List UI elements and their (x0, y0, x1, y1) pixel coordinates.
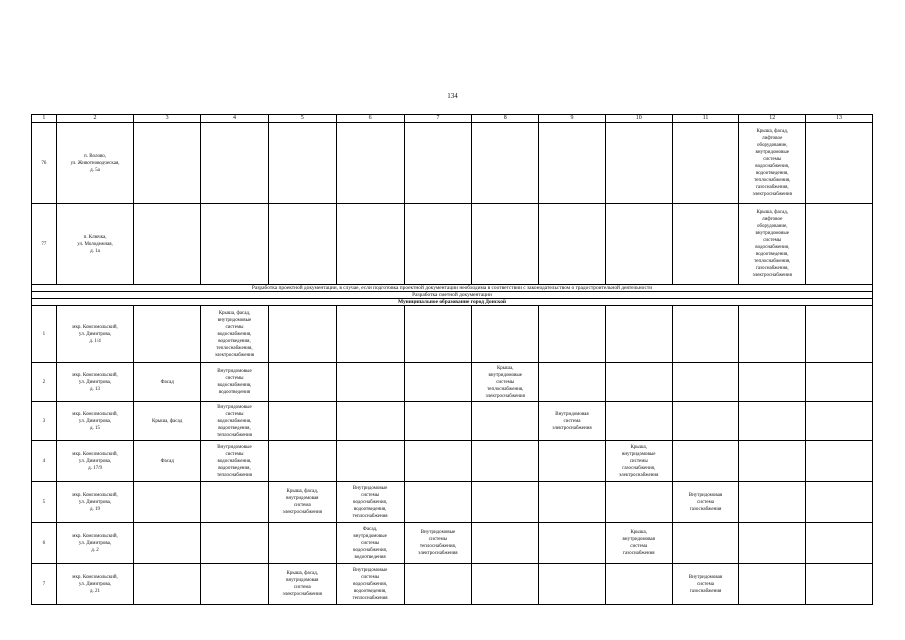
table-row (32, 363, 873, 402)
work-cell (134, 564, 201, 605)
table-row (32, 482, 873, 523)
work-cell (336, 363, 404, 402)
work-cell (336, 441, 404, 482)
work-cell-line: водоснабжения, (353, 581, 388, 587)
column-header: 12 (739, 115, 806, 123)
work-cell-line: электроснабжения (282, 592, 322, 597)
work-cell-line: внутридомовые (621, 451, 656, 457)
work-cell (404, 204, 472, 285)
row-number: 3 (32, 402, 57, 441)
work-cell (539, 441, 606, 482)
work-cell (806, 123, 873, 204)
work-cell (739, 441, 806, 482)
work-cell (336, 204, 404, 285)
work-cell (201, 123, 269, 204)
work-cell-line: водоотведения, (353, 506, 387, 512)
work-cell-line: электроснабжения (619, 472, 659, 478)
row-number: 5 (32, 482, 57, 523)
work-cell-line: водоснабжения, (217, 383, 252, 388)
work-cell (739, 564, 806, 605)
work-cell (539, 306, 606, 363)
work-cell-line: лифтовое (762, 217, 783, 222)
work-cell-line: газоснабжения, (755, 266, 789, 271)
table-row (32, 441, 873, 482)
address-cell (56, 482, 134, 523)
work-cell-line: водоотведения, (218, 338, 251, 344)
work-cell (404, 482, 472, 523)
row-number: 2 (32, 363, 57, 402)
address-cell-line: д. 5а (90, 167, 100, 173)
section-project-docs-row (32, 285, 873, 292)
work-cell (605, 523, 672, 564)
address-cell-line: ул. Димитрова, (78, 379, 112, 385)
work-cell-line: газоснабжения (622, 551, 655, 556)
work-cell-line: теплоснабжения (216, 472, 252, 478)
work-cell-line: электроснабжения (752, 192, 792, 197)
address-cell (56, 363, 134, 402)
row-number: 77 (32, 204, 57, 285)
address-cell-line: д. 21 (90, 588, 101, 594)
work-cell (201, 363, 269, 402)
work-cell (605, 441, 672, 482)
work-cell-line: электроснабжения (552, 425, 592, 431)
work-cell (672, 363, 739, 402)
row-number: 6 (32, 523, 57, 564)
work-cell-line: система (697, 499, 714, 505)
work-cell-line: Крыша, фасад, (218, 310, 251, 316)
work-cell-line: Крыша, фасад, (286, 489, 319, 494)
work-cell (539, 523, 606, 564)
work-cell (605, 363, 672, 402)
work-cell-line: газоснабжения (689, 588, 722, 594)
address-cell (56, 204, 134, 285)
address-cell (56, 564, 134, 605)
section-municipality-row (32, 299, 873, 306)
work-cell (134, 204, 201, 285)
work-cell-line: теплоснабжения (216, 432, 252, 438)
column-header: 1 (32, 115, 57, 123)
address-cell-line: ул. Димитрова, (78, 418, 112, 424)
work-cell-line: Внутридомовая (688, 574, 723, 580)
work-cell (472, 363, 539, 402)
work-cell-line: системы (361, 540, 380, 546)
work-cell-line: теплоснабжения, (419, 544, 457, 549)
work-cell (268, 402, 336, 441)
work-cell-line: внутридомовые (217, 317, 252, 323)
work-cell (672, 482, 739, 523)
address-cell-line: ул. Димитрова, (78, 540, 112, 546)
work-cell (268, 204, 336, 285)
address-cell-line: д. 2 (91, 547, 99, 553)
repair-schedule-table (31, 114, 873, 605)
work-cell (201, 402, 269, 441)
work-cell-line: Крыша, фасад, (286, 571, 319, 576)
work-cell (605, 564, 672, 605)
work-cell (404, 123, 472, 204)
work-cell (336, 306, 404, 363)
address-cell-line: мкр. Комсомольский, (72, 324, 118, 330)
work-cell (806, 204, 873, 285)
work-cell-line: газоснабжения (689, 506, 722, 512)
address-cell-line: д. 1/4 (89, 338, 101, 344)
work-cell: Крыша, фасад (134, 402, 201, 441)
work-cell-line: система (293, 585, 311, 590)
address-cell (56, 523, 134, 564)
work-cell (806, 363, 873, 402)
work-cell (672, 123, 739, 204)
work-cell (268, 523, 336, 564)
work-cell (472, 441, 539, 482)
work-cell (806, 402, 873, 441)
work-cell-line: электроснабжения (752, 273, 792, 278)
work-cell (472, 482, 539, 523)
work-cell-line: система (697, 581, 714, 587)
work-cell-line: водоснабжения, (217, 458, 252, 464)
work-cell (539, 363, 606, 402)
work-cell-line: теплоснабжения, (487, 386, 524, 392)
work-cell-line: системы (428, 537, 447, 542)
table-row (32, 204, 873, 285)
work-cell: Фасад (134, 363, 201, 402)
work-cell (268, 123, 336, 204)
work-cell (739, 363, 806, 402)
work-cell-line: Внутридомовые (352, 567, 388, 573)
work-cell (806, 482, 873, 523)
work-cell-line: Внутридомовые (217, 369, 252, 374)
address-cell-line: ул. Димитрова, (78, 499, 112, 505)
work-cell (739, 123, 806, 204)
work-cell-line: Крыша, (496, 365, 514, 371)
column-header: 3 (134, 115, 201, 123)
work-cell (201, 306, 269, 363)
work-cell-line: водоотведения (218, 390, 251, 395)
work-cell-line: электроснабжения (282, 510, 322, 515)
work-cell-line: Внутридомовые (217, 444, 252, 450)
work-cell (739, 402, 806, 441)
work-cell-line: газоснабжения, (622, 465, 656, 471)
work-cell (806, 564, 873, 605)
work-cell (201, 204, 269, 285)
page-number: 134 (447, 92, 458, 100)
work-cell-line: системы (225, 451, 244, 457)
address-cell-line: ул. Димитрова, (78, 458, 112, 464)
work-cell (806, 523, 873, 564)
work-cell-line: теплоснабжения (352, 513, 388, 519)
work-cell (201, 441, 269, 482)
work-cell (472, 204, 539, 285)
work-cell (806, 306, 873, 363)
work-cell-line: внутридомовая (286, 578, 319, 583)
work-cell (539, 123, 606, 204)
work-cell (672, 204, 739, 285)
work-cell (336, 564, 404, 605)
column-header: 6 (336, 115, 404, 123)
column-header: 10 (605, 115, 672, 123)
address-cell (56, 402, 134, 441)
work-cell-line: электроснабжения (418, 551, 458, 556)
work-cell-line: водоснабжения, (353, 547, 388, 553)
work-cell (472, 123, 539, 204)
work-cell-line: Крыша, (630, 530, 647, 535)
address-cell-line: мкр. Комсомольский, (72, 533, 118, 539)
work-cell-line: системы (496, 379, 515, 385)
column-header: 13 (806, 115, 873, 123)
address-cell (56, 441, 134, 482)
work-cell (605, 306, 672, 363)
work-cell-line: водоотведения, (218, 465, 251, 471)
work-cell-line: электроснабжения (485, 393, 525, 399)
address-cell-line: д. 17/9 (88, 465, 102, 471)
address-cell-line: ул. Димитрова, (78, 581, 112, 587)
work-cell (472, 564, 539, 605)
address-cell (56, 306, 134, 363)
work-cell (672, 402, 739, 441)
work-cell: Фасад (134, 441, 201, 482)
section-municipality: Муниципальное образование город Донской (32, 299, 873, 306)
work-cell (739, 306, 806, 363)
work-cell (336, 523, 404, 564)
work-cell-line: внутридомовые (755, 150, 789, 155)
work-cell-line: водоотведения (354, 554, 386, 560)
work-cell-line: оборудование, (756, 224, 788, 229)
row-number: 1 (32, 306, 57, 363)
address-cell-line: д. 15 (90, 425, 101, 431)
work-cell-line: Внутридомовая (555, 411, 589, 417)
work-cell-line: водоотведения, (218, 425, 251, 431)
work-cell (739, 204, 806, 285)
address-cell-line: д. 19 (90, 506, 101, 512)
work-cell (268, 482, 336, 523)
work-cell-line: Фасад, (362, 526, 378, 532)
work-cell-line: водоснабжения, (217, 418, 252, 424)
column-header-row (32, 115, 873, 123)
work-cell-line: Внутридомовые (352, 485, 388, 491)
row-number: 7 (32, 564, 57, 605)
work-cell-line: Крыша, (630, 444, 647, 450)
work-cell (539, 402, 606, 441)
work-cell (404, 523, 472, 564)
work-cell-line: водоотведения, (353, 588, 387, 594)
work-cell (201, 482, 269, 523)
work-cell (539, 564, 606, 605)
work-cell-line: внутридомовые (755, 231, 789, 236)
work-cell-line: внутридомовые (488, 372, 522, 378)
work-cell (404, 306, 472, 363)
address-cell-line: мкр. Комсомольский, (72, 492, 118, 498)
work-cell-line: системы (225, 411, 244, 417)
work-cell (201, 564, 269, 605)
address-cell-line: п. Ключка, (83, 234, 107, 240)
work-cell-line: системы (763, 157, 782, 162)
work-cell-line: водоснабжения, (353, 499, 388, 505)
work-cell (672, 441, 739, 482)
address-cell-line: ул. Димитрова, (78, 331, 112, 337)
work-cell-line: электроснабжения (214, 352, 255, 358)
work-cell-line: теплоснабжения (352, 595, 388, 601)
work-cell-line: лифтовое (762, 136, 783, 141)
work-cell (134, 523, 201, 564)
work-cell (268, 564, 336, 605)
work-cell (134, 306, 201, 363)
work-cell (605, 204, 672, 285)
address-cell-line: мкр. Комсомольский, (72, 411, 118, 417)
column-header: 11 (672, 115, 739, 123)
column-header: 9 (539, 115, 606, 123)
work-cell (672, 523, 739, 564)
work-cell (539, 204, 606, 285)
table-row (32, 523, 873, 564)
table-row (32, 306, 873, 363)
address-cell-line: д. 1а (90, 248, 100, 254)
column-header: 2 (56, 115, 134, 123)
work-cell-line: теплоснабжения, (754, 178, 791, 183)
work-cell (739, 523, 806, 564)
work-cell (472, 402, 539, 441)
work-cell-line: внутридомовая (286, 496, 319, 501)
address-cell-line: д. 13 (90, 386, 101, 392)
work-cell (268, 306, 336, 363)
work-cell (268, 363, 336, 402)
work-cell (404, 363, 472, 402)
work-cell-line: системы (361, 492, 380, 498)
work-cell (539, 482, 606, 523)
work-cell (134, 482, 201, 523)
column-header: 8 (472, 115, 539, 123)
work-cell-line: системы (225, 324, 244, 330)
work-cell (472, 306, 539, 363)
work-cell (605, 482, 672, 523)
work-cell-line: оборудование, (756, 143, 788, 148)
work-cell-line: водоснабжения, (217, 331, 252, 337)
work-cell (404, 441, 472, 482)
work-cell-line: внутридомовая (622, 537, 655, 542)
work-cell-line: внутридомовые (353, 533, 387, 539)
work-cell-line: водоснабжения, (755, 164, 790, 169)
work-cell (672, 564, 739, 605)
work-cell-line: система (563, 418, 581, 424)
section-estimate-docs: Разработка сметной документации (32, 292, 873, 299)
work-cell-line: Крыша, фасад, (756, 210, 788, 215)
work-cell (672, 306, 739, 363)
column-header: 7 (404, 115, 472, 123)
work-cell (739, 482, 806, 523)
table-row (32, 402, 873, 441)
work-cell (605, 402, 672, 441)
work-cell-line: теплоснабжения, (754, 259, 791, 264)
work-cell (336, 123, 404, 204)
work-cell (806, 441, 873, 482)
column-header: 5 (268, 115, 336, 123)
column-header: 4 (201, 115, 269, 123)
address-cell-line: мкр. Комсомольский, (72, 372, 118, 378)
row-number: 76 (32, 123, 57, 204)
work-cell-line: Внутридомовые (420, 530, 456, 535)
work-cell-line: Внутридомовые (217, 404, 252, 410)
table-row (32, 123, 873, 204)
work-cell-line: системы (361, 574, 380, 580)
address-cell-line: мкр. Комсомольский, (72, 574, 118, 580)
work-cell-line: водоотведения, (755, 252, 789, 257)
address-cell-line: мкр. Комсомольский, (72, 451, 118, 457)
work-cell-line: система (293, 503, 311, 508)
work-cell-line: Внутридомовая (688, 492, 723, 498)
work-cell (336, 482, 404, 523)
work-cell (201, 523, 269, 564)
work-cell-line: системы (225, 376, 244, 381)
work-cell-line: водоотведения, (755, 171, 789, 176)
work-cell (134, 123, 201, 204)
work-cell (605, 123, 672, 204)
address-cell-line: ул. Животноводческая, (70, 160, 120, 166)
work-cell (472, 523, 539, 564)
work-cell-line: теплоснабжения, (216, 345, 253, 351)
row-number: 4 (32, 441, 57, 482)
work-cell-line: водоснабжения, (755, 245, 790, 250)
address-cell (56, 123, 134, 204)
address-cell-line: ул. Молодежная, (77, 241, 113, 247)
work-cell-line: системы (763, 238, 782, 243)
table-row (32, 564, 873, 605)
work-cell (404, 402, 472, 441)
work-cell (336, 402, 404, 441)
work-cell-line: газоснабжения, (755, 185, 789, 190)
work-cell-line: Крыша, фасад, (756, 129, 788, 134)
section-estimate-docs-row (32, 292, 873, 299)
work-cell (404, 564, 472, 605)
work-cell (268, 441, 336, 482)
work-cell-line: системы (629, 458, 648, 464)
work-cell-line: система (630, 544, 648, 549)
address-cell-line: п. Волово, (84, 153, 107, 159)
section-project-docs: Разработка проектной документации, в случае, если подготовка проектной документации необходима в соответствии с законодательством о градостроительной деятельности (32, 285, 873, 292)
